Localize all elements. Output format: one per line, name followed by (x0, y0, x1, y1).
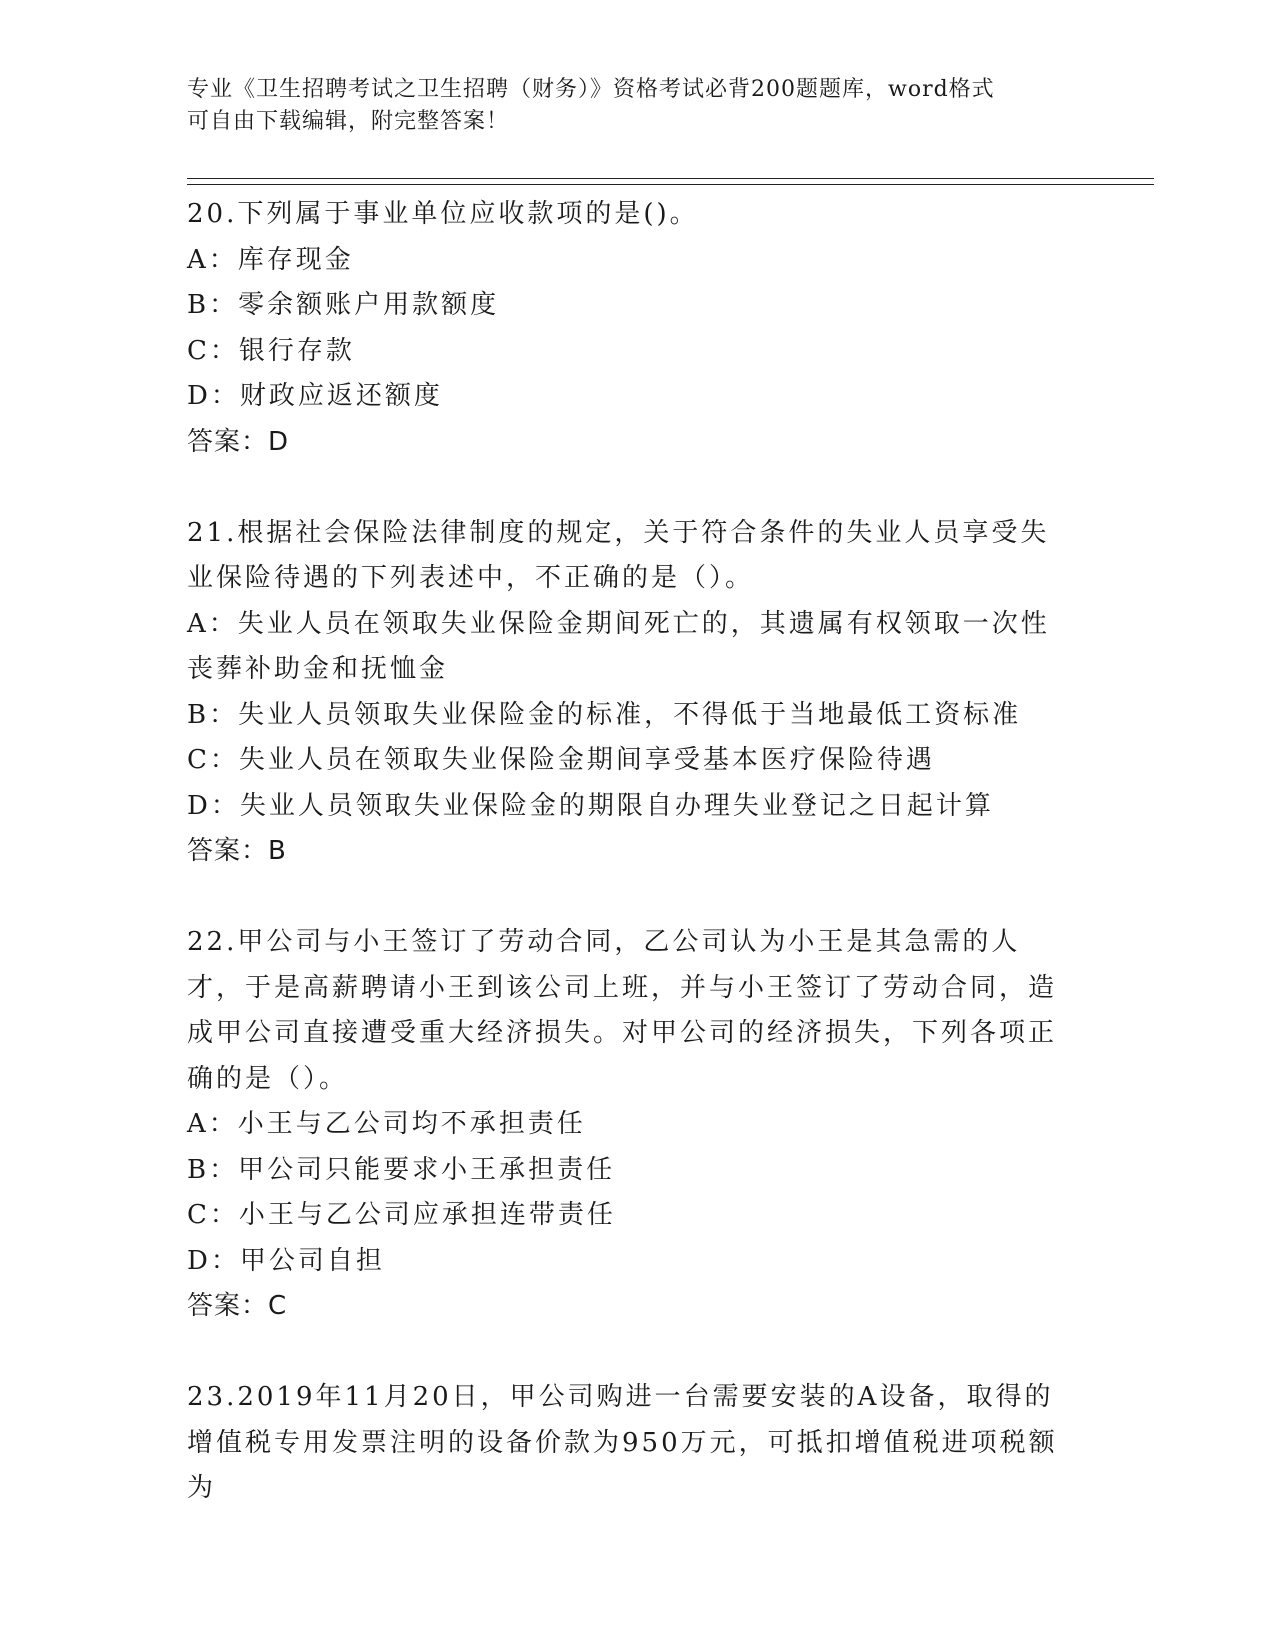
header-line-1: 专业《卫生招聘考试之卫生招聘（财务）》资格考试必背200题题库，word格式 (187, 77, 995, 102)
question-spacer (187, 465, 1067, 511)
option-a: A：库存现金 (187, 244, 354, 275)
option-c: C：小王与乙公司应承担连带责任 (187, 1200, 616, 1230)
header-divider-top (187, 178, 1154, 179)
question-stem: 20.下列属于事业单位应收款项的是()。 (187, 199, 699, 229)
option-b: B：零余额账户用款额度 (187, 290, 500, 320)
question-stem: 22.甲公司与小王签订了劳动合同，乙公司认为小王是其急需的人才，于是高薪聘请小王到该公司上班，并与小王签订了劳动合同，造成甲公司直接遭受重大经济损失。对甲公司的经济损失，下列各项正确的是（）。 (187, 927, 1058, 1094)
option-a: A：失业人员在领取失业保险金期间死亡的，其遗属有权领取一次性丧葬补助金和抚恤金 (187, 608, 1050, 684)
answer-label: 答案：B (187, 836, 287, 866)
option-d: D：财政应返还额度 (187, 381, 443, 411)
question-spacer (187, 1330, 1067, 1376)
header-divider-bottom (187, 184, 1154, 185)
option-c: C：银行存款 (187, 335, 355, 366)
question-21 (187, 511, 1067, 875)
option-c: C：失业人员在领取失业保险金期间享受基本医疗保险待遇 (187, 745, 935, 775)
option-d: D：甲公司自担 (187, 1245, 385, 1276)
question-20 (187, 192, 1067, 465)
header-line-2: 可自由下载编辑，附完整答案！ (187, 109, 510, 134)
question-stem: 21.根据社会保险法律制度的规定，关于符合条件的失业人员享受失业保险待遇的下列表述中，不正确的是（）。 (187, 517, 1050, 593)
option-d: D：失业人员领取失业保险金的期限自办理失业登记之日起计算 (187, 790, 994, 821)
question-22 (187, 920, 1067, 1330)
document-header (187, 74, 1087, 138)
option-b: B：失业人员领取失业保险金的标准，不得低于当地最低工资标准 (187, 699, 1022, 730)
option-a: A：小王与乙公司均不承担责任 (187, 1109, 586, 1139)
option-b: B：甲公司只能要求小王承担责任 (187, 1154, 616, 1185)
question-spacer (187, 875, 1067, 921)
question-23 (187, 1375, 1067, 1512)
question-stem: 23.2019年11月20日，甲公司购进一台需要安装的A设备，取得的增值税专用发票注明的设备价款为950万元，可抵扣增值税进项税额为 (187, 1382, 1058, 1503)
question-list (187, 192, 1067, 1512)
answer-label: 答案：D (187, 426, 290, 457)
answer-label: 答案：C (187, 1291, 288, 1321)
